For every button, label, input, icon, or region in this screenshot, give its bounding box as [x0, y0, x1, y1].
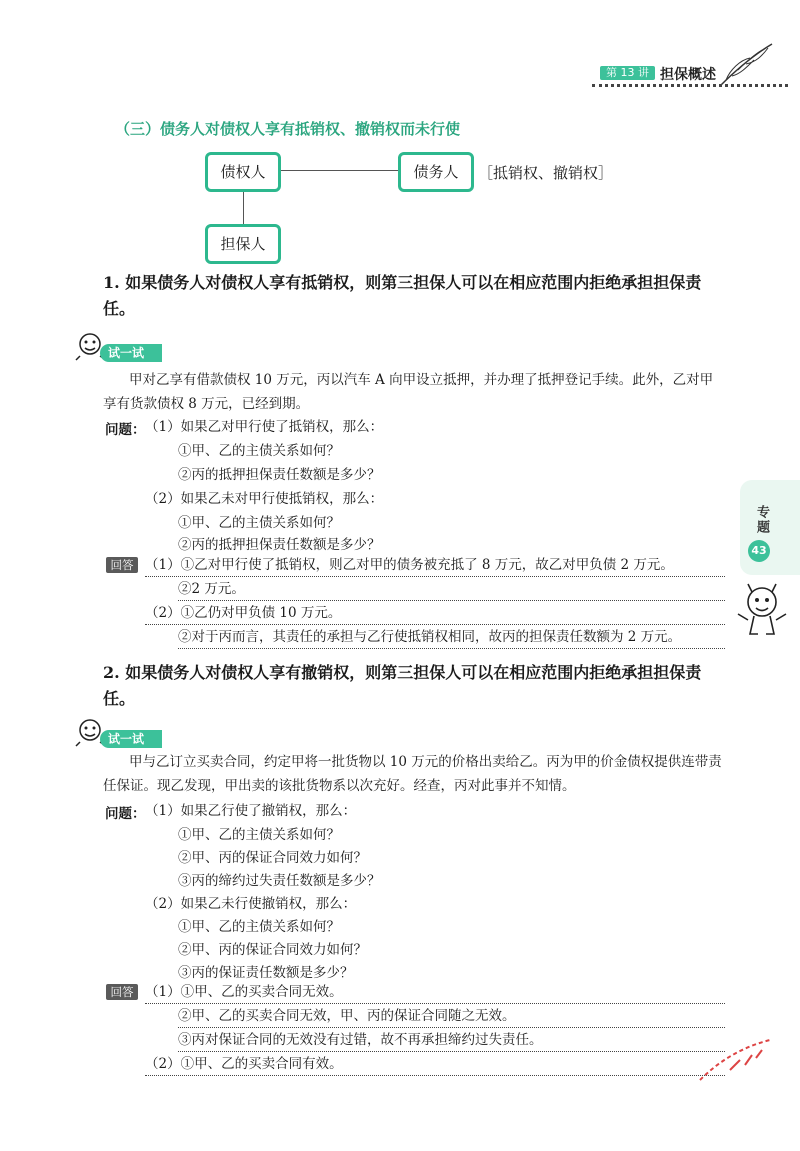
question-1-heading: （1）如果乙对甲行使了抵销权，那么： — [145, 419, 384, 435]
guarantor-node: 担保人 — [205, 224, 281, 264]
creditor-node: 债权人 — [205, 152, 281, 192]
question-1-c: ③丙的缔约过失责任数额是多少？ — [178, 873, 381, 889]
question-1-b: ②丙的抵押担保责任数额是多少？ — [178, 467, 381, 483]
rule-2: 2. 如果债务人对债权人享有撤销权，则第三担保人可以在相应范围内拒绝承担担保责任。 — [103, 663, 702, 708]
header-title: 担保概述 — [660, 67, 716, 83]
try-2-scenario: 甲与乙订立买卖合同，约定甲将一批货物以 10 万元的价格出卖给乙。丙为甲的价金债权提供连带责任保证。现乙发现，甲出卖的该批货物系以次充好。经查，丙对此事并不知情。 — [103, 754, 722, 794]
question-1-a: ①甲、乙的主债关系如何？ — [178, 443, 340, 459]
chapter-side-label: 专题 — [754, 505, 769, 535]
answer-2: ②2 万元。 — [178, 578, 725, 601]
question-1-b: ②甲、丙的保证合同效力如何？ — [178, 850, 367, 866]
cartoon-character-icon — [732, 580, 792, 640]
try-it-badge: 试一试 — [100, 344, 162, 362]
question-2-heading: （2）如果乙未行使撤销权，那么： — [145, 896, 357, 912]
question-2-c: ③丙的保证责任数额是多少？ — [178, 965, 354, 981]
section-heading: （三）债务人对债权人享有抵销权、撤销权而未行使 — [115, 120, 461, 138]
answer-1: （1）①甲、乙的买卖合同无效。 — [145, 981, 725, 1004]
question-1-a: ①甲、乙的主债关系如何？ — [178, 827, 340, 843]
feather-icon — [716, 40, 776, 90]
answer-2: ②甲、乙的买卖合同无效，甲、丙的保证合同随之无效。 — [178, 1005, 725, 1028]
question-2-b: ②丙的抵押担保责任数额是多少？ — [178, 537, 381, 553]
debtor-node: 债务人 — [398, 152, 474, 192]
question-label: 问题： — [105, 422, 146, 438]
header-divider — [592, 84, 788, 87]
answer-3: （2）①乙仍对甲负债 10 万元。 — [145, 602, 725, 625]
answer-badge: 回答 — [106, 557, 138, 573]
creditor-debtor-link — [281, 170, 398, 171]
try-1-scenario: 甲对乙享有借款债权 10 万元，丙以汽车 A 向甲设立抵押，并办理了抵押登记手续。此外，乙对甲享有货款债权 8 万元，已经到期。 — [103, 372, 714, 412]
lesson-number-badge: 第 13 讲 — [600, 66, 655, 80]
question-2-a: ①甲、乙的主债关系如何？ — [178, 919, 340, 935]
rights-note: ［抵销权、撤销权］ — [478, 164, 614, 182]
answer-4: ②对于丙而言，其责任的承担与乙行使抵销权相同，故丙的担保责任数额为 2 万元。 — [178, 626, 725, 649]
rule-1: 1. 如果债务人对债权人享有抵销权，则第三担保人可以在相应范围内拒绝承担担保责任。 — [103, 273, 702, 318]
creditor-guarantor-link — [243, 192, 244, 224]
question-1-heading: （1）如果乙行使了撤销权，那么： — [145, 803, 357, 819]
question-2-a: ①甲、乙的主债关系如何？ — [178, 515, 340, 531]
chapter-side-number: 43 — [748, 540, 770, 562]
answer-4: （2）①甲、乙的买卖合同有效。 — [145, 1053, 725, 1076]
answer-3: ③丙对保证合同的无效没有过错，故不再承担缔约过失责任。 — [178, 1029, 725, 1052]
answer-1: （1）①乙对甲行使了抵销权，则乙对甲的债务被充抵了 8 万元，故乙对甲负债 2 万元。 — [145, 554, 725, 577]
question-2-b: ②甲、丙的保证合同效力如何？ — [178, 942, 367, 958]
question-2-heading: （2）如果乙未对甲行使抵销权，那么： — [145, 491, 384, 507]
answer-badge: 回答 — [106, 984, 138, 1000]
question-label: 问题： — [105, 806, 146, 822]
publisher-stamp-icon — [690, 1030, 780, 1090]
try-it-badge: 试一试 — [100, 730, 162, 748]
